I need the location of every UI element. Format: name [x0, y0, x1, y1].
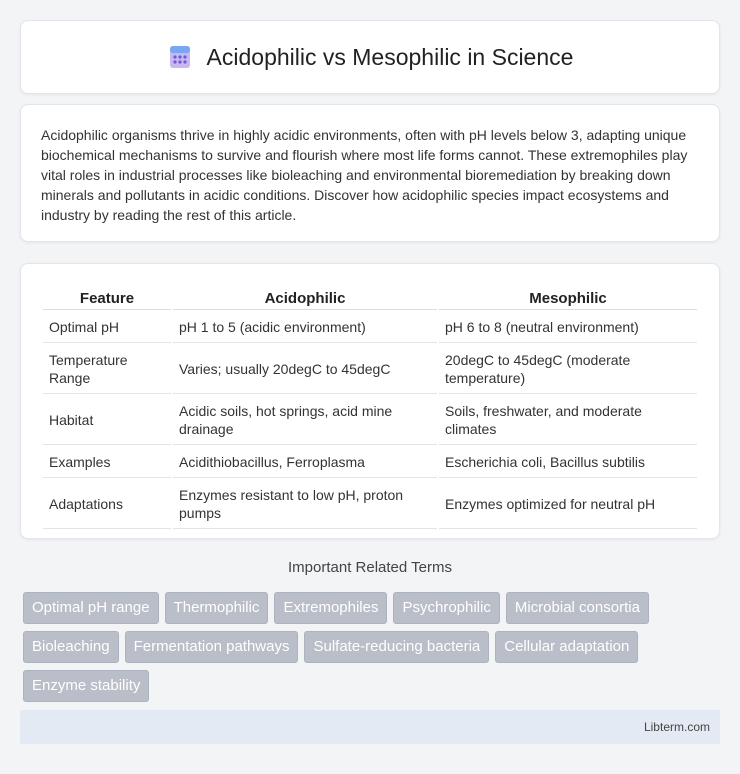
footer [20, 710, 720, 744]
cell-acidophilic: Acidic soils, hot springs, acid mine drainage [173, 396, 437, 445]
cell-acidophilic: Varies; usually 20degC to 45degC [173, 345, 437, 394]
cell-feature: Adaptations [43, 480, 171, 529]
header-acidophilic: Acidophilic [173, 286, 437, 310]
cell-acidophilic: pH 1 to 5 (acidic environment) [173, 312, 437, 343]
cell-acidophilic: Enzymes resistant to low pH, proton pumps [173, 480, 437, 529]
intro-text: Acidophilic organisms thrive in highly acidic environments, often with pH levels below 3, adapting unique biochemical mechanisms to survive and flourish where most life forms cannot. These extremophiles play vital roles in industrial processes like bioleaching and environmental bioremediation by breaking down minerals and pollutants in acidic conditions. Discover how acidophilic species impact ecosystems and industry by reading the rest of this article. [41, 127, 688, 223]
cell-feature: Temperature Range [43, 345, 171, 394]
tag-cellular-adaptation[interactable]: Cellular adaptation [495, 631, 638, 663]
table-row [43, 396, 697, 445]
tag-sulfate-reducing-bacteria[interactable]: Sulfate-reducing bacteria [304, 631, 489, 663]
header-card [20, 20, 720, 94]
cell-mesophilic: Soils, freshwater, and moderate climates [439, 396, 697, 445]
footer-site-link[interactable]: Libterm.com [643, 720, 710, 734]
tag-enzyme-stability[interactable]: Enzyme stability [23, 670, 149, 702]
cell-mesophilic: 20degC to 45degC (moderate temperature) [439, 345, 697, 394]
cell-feature: Habitat [43, 396, 171, 445]
comparison-table [41, 284, 699, 531]
comparison-card [20, 263, 720, 539]
cell-mesophilic: Enzymes optimized for neutral pH [439, 480, 697, 529]
table-row [43, 312, 697, 343]
cell-mesophilic: pH 6 to 8 (neutral environment) [439, 312, 697, 343]
tag-optimal-ph-range[interactable]: Optimal pH range [23, 592, 159, 624]
tag-fermentation-pathways[interactable]: Fermentation pathways [125, 631, 299, 663]
page-title: Acidophilic vs Mesophilic in Science [206, 43, 574, 70]
table-header-row [43, 286, 697, 310]
related-terms-list [23, 592, 723, 702]
table-row [43, 345, 697, 394]
tag-microbial-consortia[interactable]: Microbial consortia [506, 592, 649, 624]
cell-feature: Examples [43, 447, 171, 478]
header-mesophilic: Mesophilic [439, 286, 697, 310]
table-row [43, 447, 697, 478]
tag-bioleaching[interactable]: Bioleaching [23, 631, 119, 663]
intro-card [20, 104, 720, 242]
related-terms-title: Important Related Terms [288, 559, 452, 576]
header-feature: Feature [43, 286, 171, 310]
tag-thermophilic[interactable]: Thermophilic [165, 592, 269, 624]
tag-extremophiles[interactable]: Extremophiles [274, 592, 387, 624]
tag-psychrophilic[interactable]: Psychrophilic [393, 592, 499, 624]
cell-mesophilic: Escherichia coli, Bacillus subtilis [439, 447, 697, 478]
cell-feature: Optimal pH [43, 312, 171, 343]
calculator-icon [167, 44, 193, 70]
cell-acidophilic: Acidithiobacillus, Ferroplasma [173, 447, 437, 478]
table-row [43, 480, 697, 529]
